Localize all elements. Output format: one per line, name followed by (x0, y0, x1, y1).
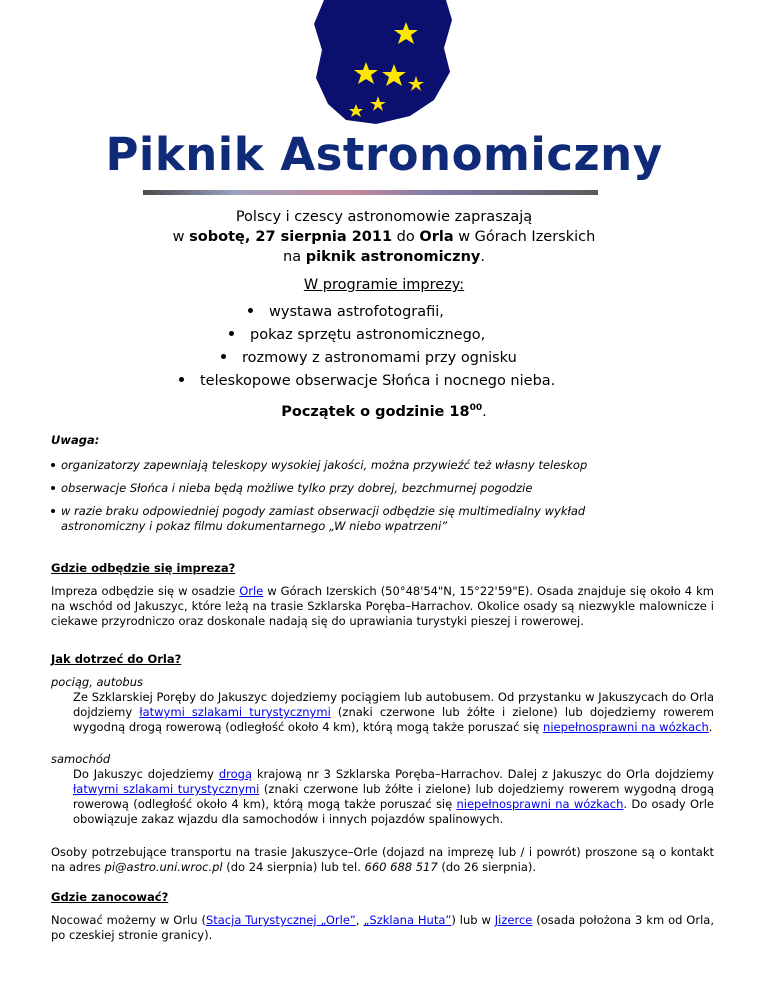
contact-phone: 660 688 517 (364, 860, 438, 874)
text: Osoby potrzebujące transportu na trasie Jakuszyce–Orle (dojazd na imprezę lub / i powrót) proszone są o kontakt na adres (51, 845, 714, 874)
programme-title: W programie imprezy: (303, 277, 465, 293)
text: . Do osady Orle obowiązuje zakaz wjazdu dla samochodów i innych pojazdów spalinowych. (73, 797, 714, 826)
car-paragraph (73, 767, 714, 827)
programme-item (179, 371, 555, 391)
text: krajową nr 3 Szklarska Poręba–Harrachov. Dalej z Jakuszyc do Orla dojdziemy (252, 767, 714, 781)
station-link[interactable]: Stacja Turystycznej „Orle” (205, 913, 356, 927)
start-time-minutes: 00 (469, 403, 483, 413)
road-link[interactable]: drogą (218, 767, 253, 781)
train-label: pociąg, autobus (51, 675, 143, 689)
jizerka-link[interactable]: Jizerce (494, 913, 533, 927)
bullet-icon (221, 354, 226, 359)
trails-link[interactable]: łatwymi szlakami turystycznymi (73, 782, 260, 796)
text: , (355, 913, 364, 927)
event-name: piknik astronomiczny (305, 249, 481, 265)
note-text-continued: astronomiczny i pokaz filmu dokumentarnego „W niebo wpatrzeni” (61, 519, 448, 533)
wheelchair-link[interactable]: niepełnosprawni na wózkach (543, 720, 709, 734)
text: w (172, 229, 190, 245)
note-item (51, 458, 711, 473)
start-time-text: Początek o godzinie 18 (281, 403, 470, 420)
note-item (51, 504, 711, 534)
text: . (482, 403, 487, 420)
programme-item (248, 302, 444, 322)
note-text: organizatorzy zapewniają teleskopy wysokiej jakości, można przywieźć też własny teleskop (61, 458, 588, 472)
intro-line-1: Polscy i czescy astronomowie zapraszają (235, 209, 533, 225)
szklana-huta-link[interactable]: „Szklana Huta” (363, 913, 452, 927)
note-label: Uwaga: (51, 433, 100, 447)
logo-title: Piknik Astronomiczny (105, 128, 663, 181)
text: ) lub w (451, 913, 495, 927)
intro-line-3 (0, 247, 768, 267)
orle-link[interactable]: Orle (239, 584, 264, 598)
wheelchair-link[interactable]: niepełnosprawni na wózkach (456, 797, 624, 811)
intro-line-2 (0, 227, 768, 247)
transport-paragraph (51, 845, 714, 875)
trails-link[interactable]: łatwymi szlakami turystycznymi (139, 705, 331, 719)
text: (znaki czerwone lub żółte i zielone) lub dojedziemy rowerem wygodną drogą rowerową (odległość około 4 km), którą mogą także poruszać się (73, 705, 715, 734)
text: . (708, 720, 713, 734)
text: . (480, 249, 485, 265)
decorative-rule (143, 190, 598, 195)
intro (0, 207, 768, 267)
bullet-icon (248, 308, 253, 313)
text: do (392, 229, 420, 245)
where-paragraph (51, 584, 714, 629)
section-heading-stay: Gdzie zanocować? (51, 890, 169, 904)
text: (osada położona 3 km od Orla, po czeskiej stronie granicy). (51, 913, 714, 942)
section-heading-how: Jak dotrzeć do Orla? (51, 652, 182, 666)
programme-item-text: rozmowy z astronomami przy ognisku (242, 350, 517, 366)
note-text: w razie braku odpowiedniej pogody zamiast obserwacji odbędzie się multimedialny wykład (61, 504, 586, 518)
note-item (51, 481, 711, 496)
train-paragraph (73, 690, 714, 735)
event-place: Orla (419, 229, 454, 245)
text: na (283, 249, 306, 265)
text: Impreza odbędzie się w osadzie (51, 584, 240, 598)
programme-item-text: wystawa astrofotografii, (269, 304, 444, 320)
text: Nocować możemy w Orlu ( (51, 913, 206, 927)
bullet-icon (179, 377, 184, 382)
text: (do 24 sierpnia) lub tel. (222, 860, 365, 874)
bullet-icon (51, 486, 55, 490)
night-sky-shape (314, 0, 452, 124)
bullet-icon (51, 463, 55, 467)
bullet-icon (229, 331, 234, 336)
programme-item-text: pokaz sprzętu astronomicznego, (250, 327, 486, 343)
note-text: obserwacje Słońca i nieba będą możliwe tylko przy dobrej, bezchmurnej pogodzie (61, 481, 533, 495)
programme-item-text: teleskopowe obserwacje Słońca i nocnego nieba. (200, 373, 556, 389)
starfield-logo (306, 0, 454, 138)
programme-item (229, 325, 485, 345)
section-heading-where: Gdzie odbędzie się impreza? (51, 561, 236, 575)
text: (do 26 sierpnia). (437, 860, 537, 874)
event-date: sobotę, 27 sierpnia 2011 (189, 229, 393, 245)
programme-item (221, 348, 517, 368)
start-time (0, 398, 768, 422)
text: (znaki czerwone lub żółte i zielone) lub dojedziemy rowerem wygodną drogą rowerową (odległość około 4 km), którą mogą także poruszać się (73, 782, 715, 811)
text: w Górach Izerskich (50°48'54"N, 15°22'59"E). Osada znajduje się około 4 km na wschód od Jakuszyc, które leżą na trasie Szklarska Poręba–Harrachov. Okolice osady są niezwykle malownicze i ciekawe przyrodniczo oraz doskonale nadają się do uprawiania turystyki pieszej i rowerowej. (51, 584, 714, 628)
contact-email: pi@astro.uni.wroc.pl (104, 860, 223, 874)
text: Do Jakuszyc dojedziemy (73, 767, 219, 781)
text: Ze Szklarskiej Poręby do Jakuszyc dojedziemy pociągiem lub autobusem. Od przystanku w Jakuszycach do Orla dojdziemy (73, 690, 714, 719)
text: w Górach Izerskich (453, 229, 596, 245)
car-label: samochód (51, 752, 111, 766)
stay-paragraph (51, 913, 714, 943)
bullet-icon (51, 509, 55, 513)
